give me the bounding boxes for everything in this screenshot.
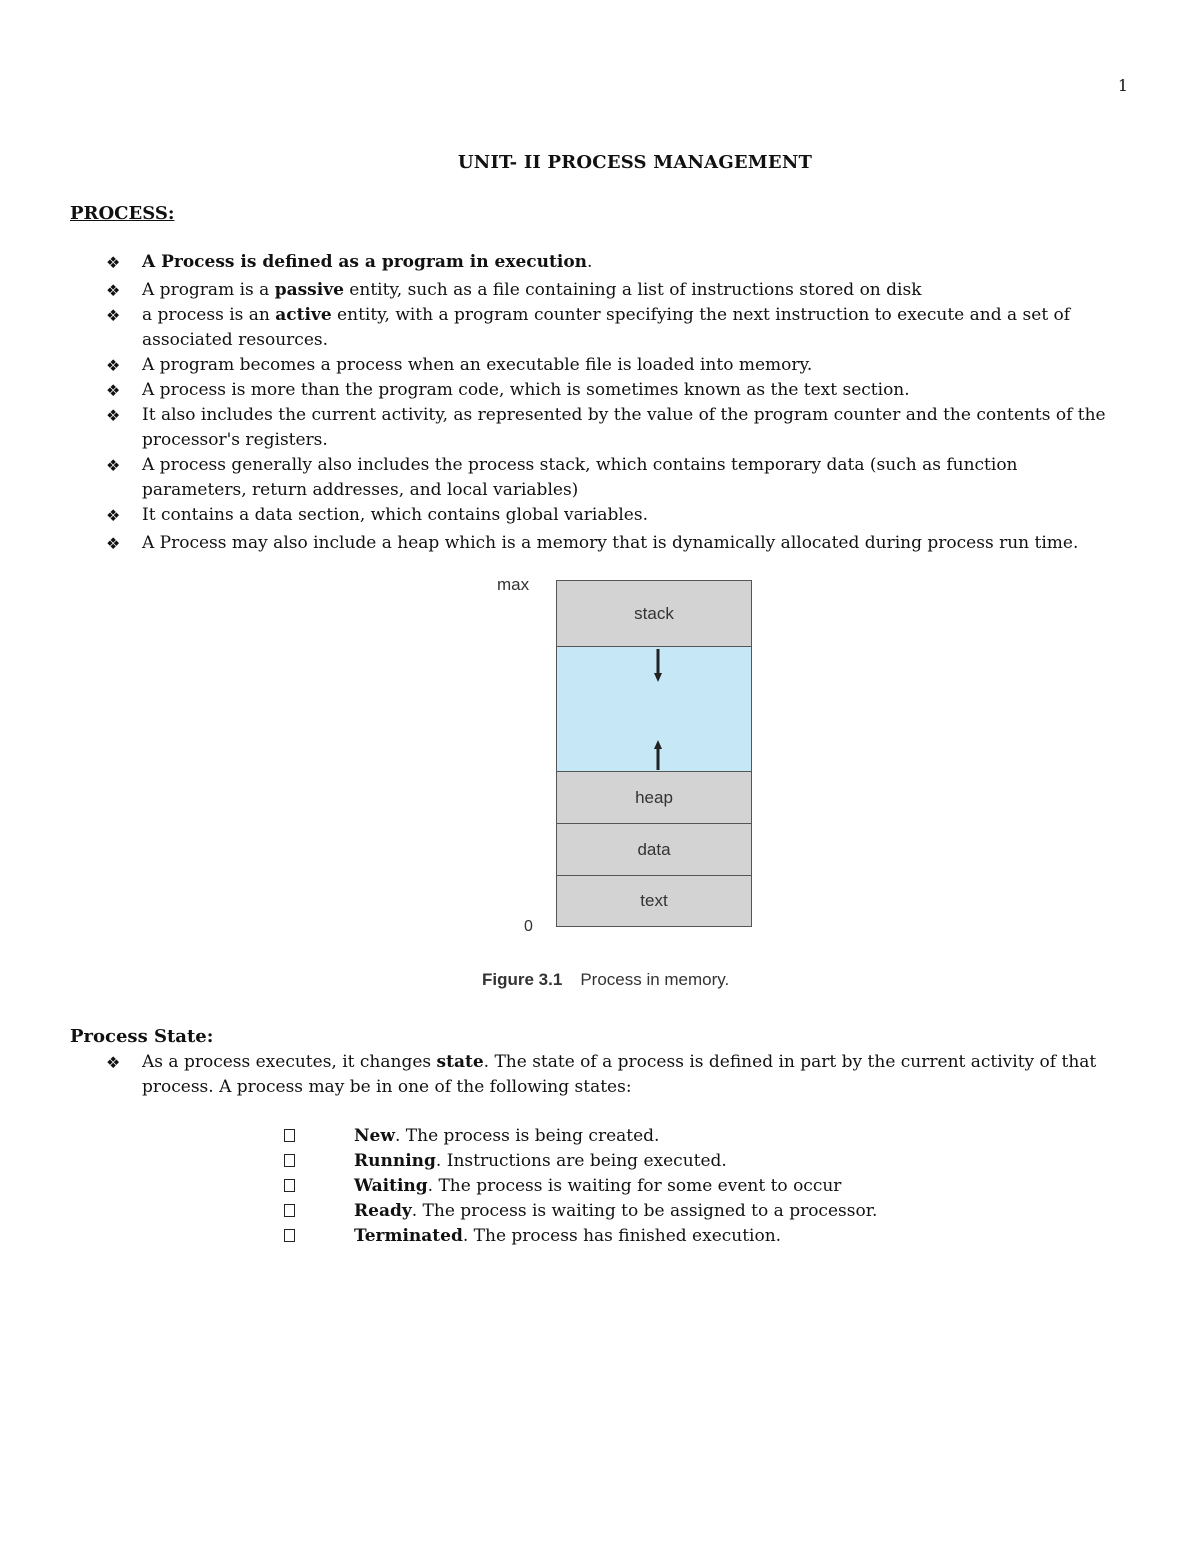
empty-box-icon [284, 1229, 295, 1242]
state-item-terminated: Terminated. The process has finished execution. [284, 1224, 877, 1249]
process-memory-figure [480, 570, 800, 1000]
state-item-ready: Ready. The process is waiting to be assigned to a processor. [284, 1199, 877, 1224]
diamond-bullet-icon: ❖ [106, 506, 121, 525]
zero-address-label: 0 [524, 918, 533, 935]
diamond-bullet-icon: ❖ [106, 456, 121, 475]
state-item-new: New. The process is being created. [284, 1124, 877, 1149]
diamond-bullet-icon: ❖ [106, 534, 121, 553]
list-item: ❖ A process is more than the program code, which is sometimes known as the text section. [106, 378, 1116, 403]
empty-box-icon [284, 1204, 295, 1217]
list-item: ❖ As a process executes, it changes state. The state of a process is defined in part by the current activity of that process. A process may be in one of the following states: [106, 1052, 1097, 1097]
list-item: ❖ It contains a data section, which contains global variables. [106, 503, 1116, 528]
empty-box-icon [284, 1179, 295, 1192]
list-item: ❖ It also includes the current activity, as represented by the value of the program counter and the contents of the processor's registers. [106, 405, 1106, 450]
process-state-heading: Process State: [70, 1026, 214, 1047]
diamond-bullet-icon: ❖ [106, 306, 121, 325]
diamond-bullet-icon: ❖ [106, 381, 121, 400]
stack-segment: stack [557, 581, 751, 647]
list-item: ❖ a process is an active entity, with a program counter specifying the next instruction to execute and a set of associated resources. [106, 305, 1071, 350]
figure-number: Figure 3.1 [482, 970, 563, 989]
figure-caption [482, 970, 729, 990]
diamond-bullet-icon: ❖ [106, 356, 121, 375]
empty-box-icon [284, 1154, 295, 1167]
list-item: ❖ A program is a passive entity, such as a file containing a list of instructions stored on disk [106, 278, 1116, 303]
free-space-segment [557, 647, 751, 772]
list-item: ❖ A process generally also includes the process stack, which contains temporary data (such as function parameters, return addresses, and local variables) [106, 455, 1018, 500]
document-title: UNIT- II PROCESS MANAGEMENT [457, 152, 813, 173]
page-number: 1 [1117, 76, 1128, 95]
state-item-running: Running. Instructions are being executed. [284, 1149, 877, 1174]
process-heading: PROCESS: [70, 203, 175, 224]
arrow-down-icon [654, 649, 662, 683]
diamond-bullet-icon: ❖ [106, 281, 121, 300]
memory-layout-box [556, 580, 752, 927]
data-segment: data [557, 824, 751, 876]
figure-caption-text: Process in memory. [580, 970, 730, 989]
diamond-bullet-icon: ❖ [106, 406, 121, 425]
list-item: ❖ A Process may also include a heap which is a memory that is dynamically allocated during process run time. [106, 531, 1116, 556]
diamond-bullet-icon: ❖ [106, 253, 121, 272]
state-item-waiting: Waiting. The process is waiting for some event to occur [284, 1174, 877, 1199]
list-item: ❖ A program becomes a process when an executable file is loaded into memory. [106, 353, 1116, 378]
process-state-bullet-list [106, 1050, 1116, 1100]
empty-box-icon [284, 1129, 295, 1142]
max-address-label: max [497, 575, 530, 594]
arrow-up-icon [654, 740, 662, 770]
text-segment: text [557, 876, 751, 926]
heap-segment: heap [557, 772, 751, 824]
list-item: ❖ A Process is defined as a program in execution. [106, 250, 1116, 275]
process-bullet-list [106, 250, 1116, 556]
process-states-list [284, 1124, 877, 1249]
diamond-bullet-icon: ❖ [106, 1053, 121, 1072]
